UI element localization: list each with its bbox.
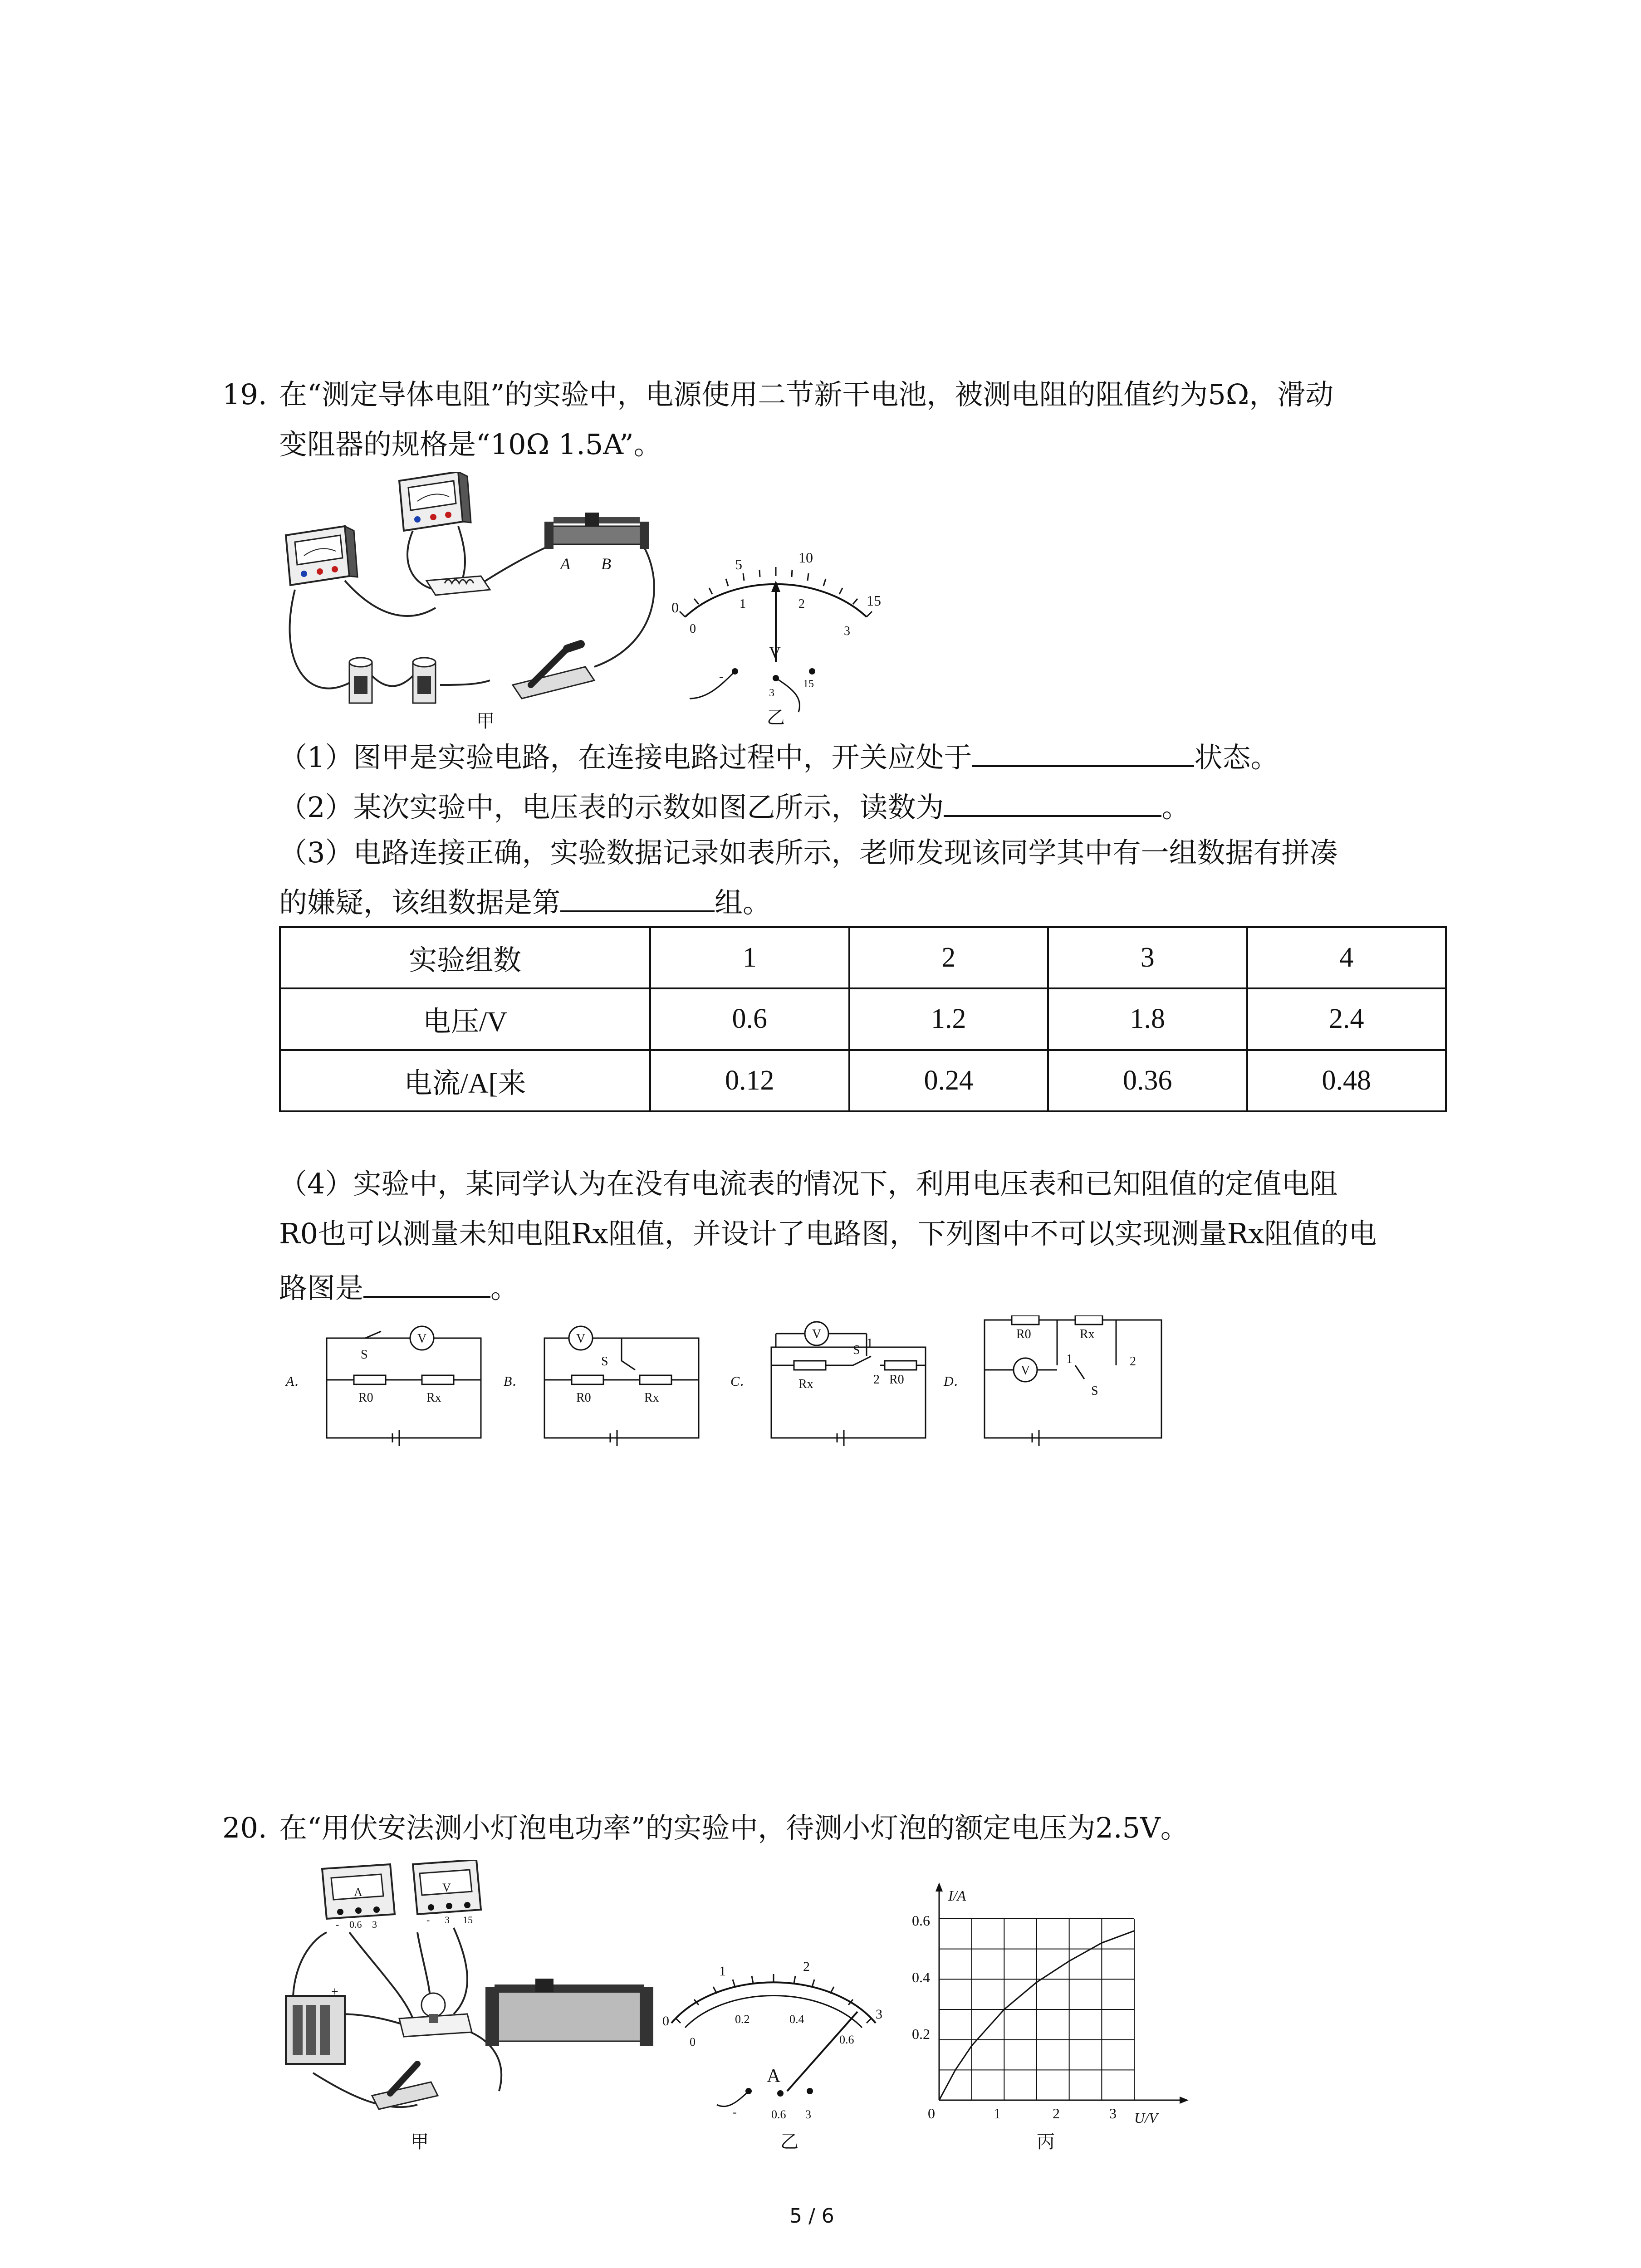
q19-part3-line2: 的嫌疑，该组数据是第 组。	[279, 880, 771, 925]
svg-text:Rx: Rx	[644, 1391, 659, 1405]
q20-number: 20.	[222, 1811, 267, 1844]
svg-text:S: S	[601, 1354, 608, 1369]
v-symbol: V	[769, 643, 781, 661]
svg-text:15: 15	[803, 678, 814, 690]
table-cell: 实验组数	[280, 927, 650, 988]
q20-fig-jia	[281, 1860, 653, 2132]
v-top-tick-5: 5	[735, 556, 742, 572]
table-cell: 2	[849, 927, 1048, 988]
circuit-option-a	[327, 1326, 481, 1446]
svg-text:15: 15	[463, 1914, 473, 1926]
graph-grid	[939, 1919, 1134, 2100]
svg-text:S: S	[361, 1348, 368, 1362]
rheostat-label-a: A	[560, 555, 570, 573]
v-top-tick-0: 0	[671, 599, 679, 616]
q20-fig-yi-ammeter-dial	[658, 1950, 894, 2123]
table-cell: 0.36	[1048, 1050, 1247, 1111]
q19-fig-yi-caption: 乙	[767, 707, 785, 728]
answer-blank-2[interactable]	[944, 787, 1161, 817]
table-cell: 3	[1048, 927, 1247, 988]
table-cell: 2.4	[1247, 988, 1446, 1050]
option-b-letter: B．	[504, 1374, 526, 1389]
v-top-tick-10: 10	[798, 549, 813, 566]
option-c-letter: C．	[730, 1374, 754, 1389]
table-row	[280, 927, 1446, 988]
svg-text:2: 2	[1130, 1354, 1136, 1369]
svg-text:-: -	[719, 670, 724, 684]
q19-fig-jia	[277, 472, 676, 726]
rheostat-icon	[485, 1979, 653, 2046]
svg-text:0.6: 0.6	[771, 2108, 786, 2121]
table-cell: 0.48	[1247, 1050, 1446, 1111]
svg-text:3: 3	[769, 687, 774, 699]
svg-text:V: V	[417, 1332, 427, 1346]
q20-stem: 在“用伏安法测小灯泡电功率”的实验中，待测小灯泡的额定电压为2.5V。	[279, 1811, 1189, 1844]
table-row	[280, 1050, 1446, 1111]
svg-text:0.6: 0.6	[349, 1919, 362, 1930]
voltmeter-device-icon	[399, 472, 471, 531]
voltmeter-device-icon	[413, 1860, 481, 1926]
svg-text:3: 3	[372, 1919, 377, 1930]
svg-text:0.4: 0.4	[789, 2013, 804, 2026]
q19-stem-line1: 在“测定导体电阻”的实验中，电源使用二节新干电池，被测电阻的阻值约为5Ω，滑动	[279, 378, 1334, 411]
table-cell: 电流/A[来	[280, 1050, 650, 1111]
x-tick-label: 2	[1053, 2105, 1060, 2121]
v-bot-tick-2: 2	[798, 597, 805, 611]
table-cell: 1.8	[1048, 988, 1247, 1050]
svg-text:1: 1	[719, 1964, 726, 1979]
answer-blank-4[interactable]	[363, 1268, 490, 1298]
svg-text:1: 1	[867, 1336, 873, 1350]
ammeter-device-icon	[286, 526, 358, 585]
svg-text:A: A	[767, 2066, 781, 2087]
svg-text:3: 3	[805, 2108, 811, 2121]
resistor-board-icon	[426, 576, 490, 595]
svg-text:Rx: Rx	[426, 1391, 441, 1405]
q19-fig-jia-caption: 甲	[476, 711, 495, 732]
q19-part4-line1: （4）实验中，某同学认为在没有电流表的情况下，利用电压表和已知阻值的定值电阻	[279, 1167, 1338, 1200]
v-top-tick-15: 15	[867, 592, 881, 609]
ammeter-device-icon	[322, 1864, 395, 1930]
table-cell: 0.6	[650, 988, 849, 1050]
svg-text:R0: R0	[358, 1391, 373, 1405]
svg-text:0.2: 0.2	[735, 2013, 750, 2026]
q20-fig-bing-iu-graph	[907, 1878, 1198, 2132]
answer-blank-3[interactable]	[560, 882, 715, 912]
table-cell: 1	[650, 927, 849, 988]
svg-text:0: 0	[690, 2035, 696, 2048]
option-a-letter: A．	[286, 1374, 308, 1389]
svg-text:-: -	[733, 2106, 737, 2119]
rheostat-icon	[544, 513, 649, 573]
svg-text:V: V	[442, 1881, 451, 1894]
svg-text:R0: R0	[576, 1391, 591, 1405]
battery-icon	[349, 658, 436, 703]
q19-option-circuits	[277, 1315, 1184, 1452]
q20-fig-bing-caption: 丙	[1037, 2131, 1055, 2152]
svg-text:R0: R0	[1016, 1327, 1031, 1341]
switch-icon	[372, 2064, 438, 2109]
rheostat-label-b: B	[601, 555, 611, 573]
q19-data-table	[279, 926, 1447, 1112]
svg-text:0: 0	[662, 2014, 669, 2028]
q20-fig-yi-caption: 乙	[780, 2131, 798, 2152]
svg-text:V: V	[812, 1327, 822, 1341]
svg-text:2: 2	[803, 1959, 810, 1974]
table-cell: 电压/V	[280, 988, 650, 1050]
svg-text:1: 1	[1066, 1352, 1073, 1366]
svg-text:A: A	[354, 1886, 362, 1899]
svg-text:Rx: Rx	[798, 1377, 813, 1391]
svg-text:0.6: 0.6	[839, 2033, 854, 2046]
y-tick-label: 0.6	[912, 1912, 930, 1929]
x-axis-label: U/V	[1134, 2110, 1158, 2126]
page-number: 5 / 6	[789, 2204, 834, 2228]
q19-number: 19.	[222, 378, 267, 411]
q20-fig-jia-caption: 甲	[411, 2131, 429, 2152]
table-cell: 0.24	[849, 1050, 1048, 1111]
table-row	[280, 988, 1446, 1050]
q19-part3-line1: （3）电路连接正确，实验数据记录如表所示，老师发现该同学其中有一组数据有拼凑	[279, 836, 1338, 869]
q19-part1: （1）图甲是实验电路，在连接电路过程中，开关应处于 状态。	[279, 735, 1279, 780]
table-cell: 4	[1247, 927, 1446, 988]
circuit-option-d	[985, 1315, 1161, 1446]
svg-text:3: 3	[445, 1914, 450, 1926]
q19-part4-line2: R0也可以测量未知电阻Rx阻值，并设计了电路图，下列图中不可以实现测量Rx阻值的电	[279, 1217, 1377, 1250]
svg-text:Rx: Rx	[1080, 1327, 1095, 1341]
answer-blank-1[interactable]	[972, 737, 1194, 767]
svg-text:R0: R0	[889, 1373, 904, 1387]
v-bot-tick-3: 3	[844, 624, 850, 638]
switch-icon	[513, 644, 594, 699]
svg-text:2: 2	[873, 1373, 880, 1387]
lamp-board-icon	[399, 1993, 472, 2037]
y-axis-label: I/A	[948, 1887, 966, 1904]
svg-text:S: S	[1091, 1384, 1098, 1398]
svg-text:-: -	[426, 1914, 430, 1926]
svg-text:S: S	[853, 1343, 860, 1357]
origin-label: 0	[928, 2105, 935, 2121]
svg-text:3: 3	[876, 2007, 882, 2022]
svg-text:-: -	[336, 1919, 339, 1930]
v-bot-tick-0: 0	[690, 622, 696, 636]
y-tick-label: 0.4	[912, 1969, 930, 1985]
svg-text:V: V	[576, 1332, 586, 1346]
circuit-option-b	[544, 1326, 699, 1446]
q19-part4-line3: 路图是 。	[279, 1266, 519, 1311]
table-cell: 0.12	[650, 1050, 849, 1111]
y-tick-label: 0.2	[912, 2026, 930, 2042]
svg-text:V: V	[1021, 1364, 1030, 1378]
table-cell: 1.2	[849, 988, 1048, 1050]
q19-part2: （2）某次实验中，电压表的示数如图乙所示，读数为 。	[279, 785, 1190, 830]
x-tick-label: 3	[1109, 2105, 1117, 2121]
x-tick-label: 1	[994, 2105, 1001, 2121]
option-d-letter: D．	[944, 1374, 967, 1389]
v-bot-tick-1: 1	[740, 597, 746, 611]
q19-stem-line2: 变阻器的规格是“10Ω 1.5A”。	[279, 428, 662, 461]
svg-text:+: +	[331, 1985, 338, 1999]
battery-box-icon	[286, 1985, 345, 2064]
